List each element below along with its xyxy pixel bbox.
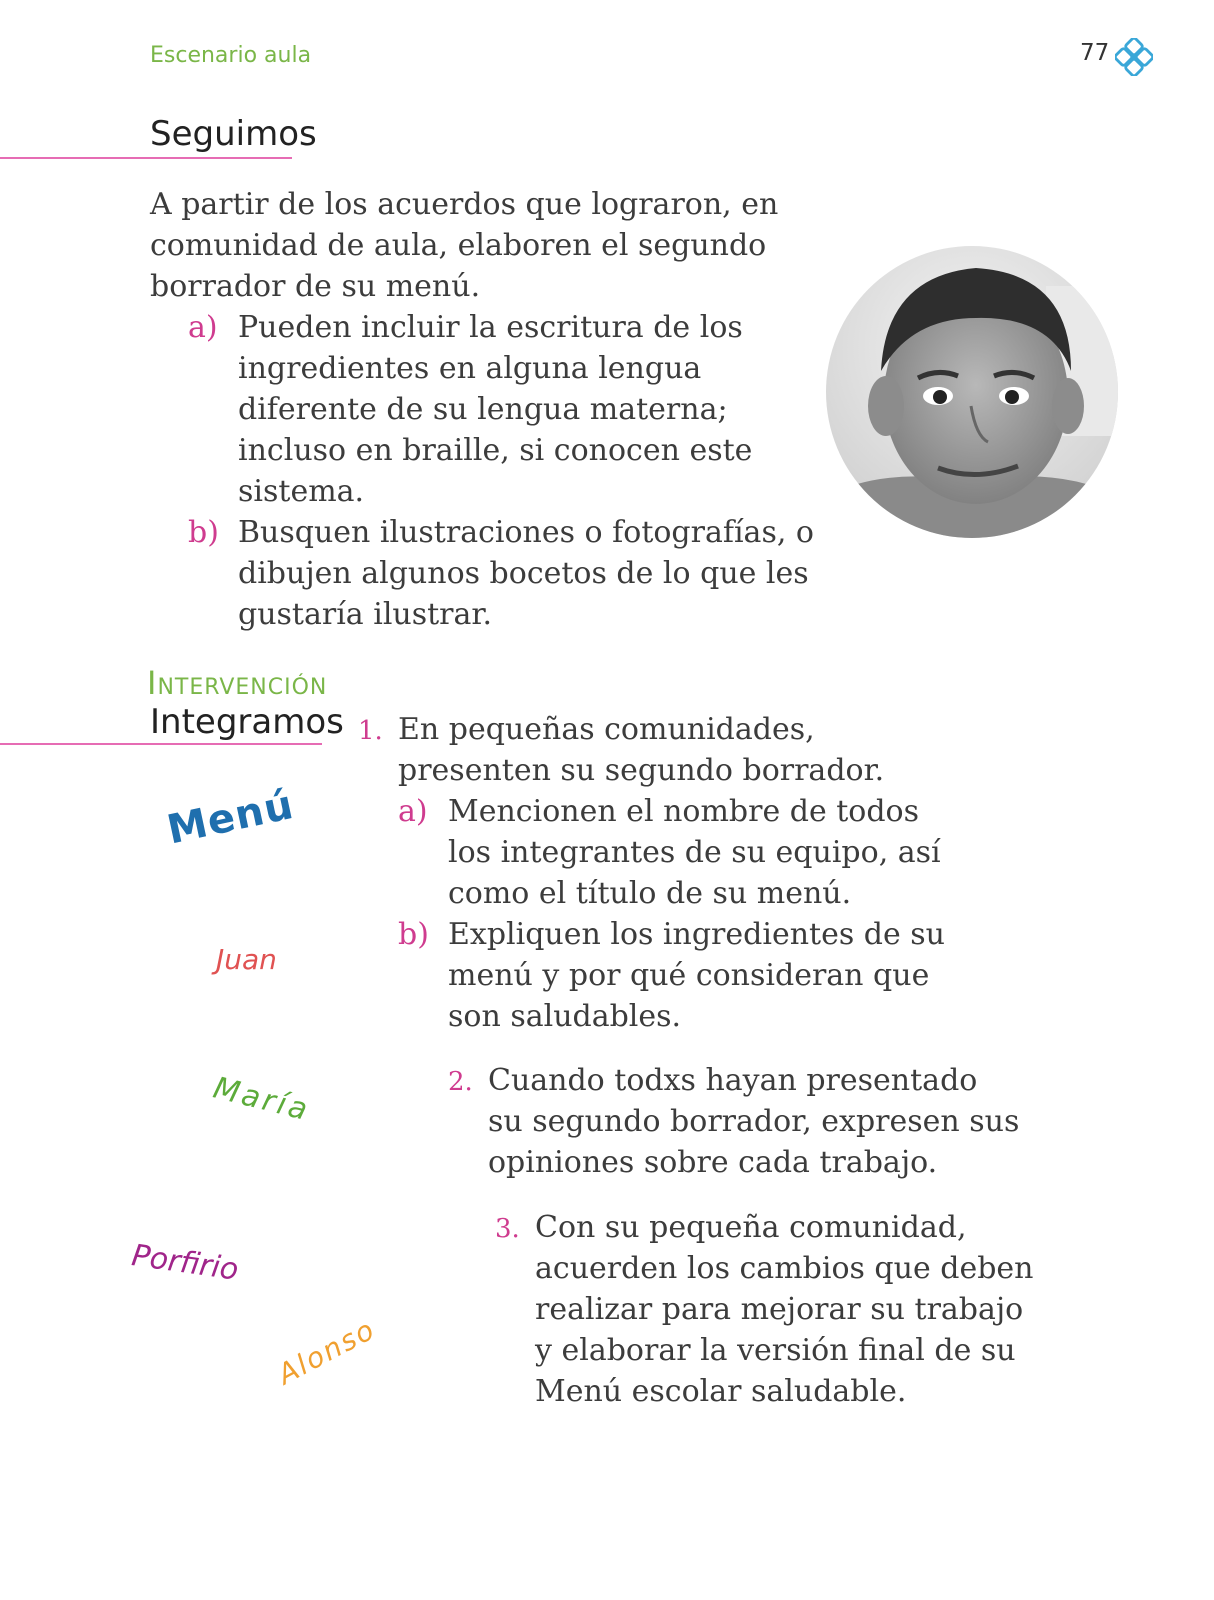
step-3 [495, 1207, 1055, 1412]
list-item [398, 791, 978, 914]
list-item-text [448, 791, 941, 914]
section-rule [0, 743, 322, 745]
four-petal-knot-icon [1115, 38, 1153, 76]
list-marker: b) [188, 515, 219, 550]
text-line: incluso en braille, si conocen este [238, 433, 753, 468]
menu-word: Menú [163, 781, 298, 854]
list-item [495, 1207, 1055, 1412]
list-item-text [448, 914, 945, 1037]
name-maria: María [209, 1070, 314, 1129]
page-number: 77 [1080, 40, 1110, 66]
text-line: diferente de su lengua materna; [238, 392, 728, 427]
list-marker: b) [398, 917, 429, 952]
list-marker: 3. [495, 1214, 520, 1244]
list-item [188, 512, 828, 635]
list-item-text [238, 512, 814, 635]
student-photo [826, 246, 1118, 538]
text-line: Pueden incluir la escritura de los [238, 310, 743, 345]
section-label-intervencion: Intervención [147, 664, 328, 702]
text-line: Expliquen los ingredientes de su [448, 917, 945, 952]
list-item [358, 709, 958, 791]
list-item-text [398, 709, 884, 791]
text-line: acuerden los cambios que deben [535, 1251, 1034, 1286]
text-line: opiniones sobre cada trabajo. [488, 1145, 938, 1180]
list-marker: a) [188, 310, 218, 345]
text-line: realizar para mejorar su trabajo [535, 1292, 1024, 1327]
list-marker: 1. [358, 716, 383, 746]
text-line: A partir de los acuerdos que lograron, en [150, 187, 779, 222]
text-line: comunidad de aula, elaboren el segundo [150, 228, 767, 263]
text-line: menú y por qué consideran que [448, 958, 930, 993]
text-line: Con su pequeña comunidad, [535, 1210, 967, 1245]
text-line: como el título de su menú. [448, 876, 852, 911]
seguimos-list [188, 307, 828, 635]
text-line: ingredientes en alguna lengua [238, 351, 702, 386]
text-line: borrador de su menú. [150, 269, 481, 304]
running-head: Escenario aula [150, 43, 312, 68]
text-line: gustaría ilustrar. [238, 597, 492, 632]
text-line: su segundo borrador, expresen sus [488, 1104, 1020, 1139]
step-1 [358, 709, 958, 791]
name-alonso: Alonso [272, 1312, 381, 1392]
list-item [398, 914, 978, 1037]
section-title-integramos: Integramos [150, 702, 344, 742]
list-marker: a) [398, 794, 428, 829]
section-title-seguimos: Seguimos [150, 114, 317, 154]
step-1-sublist [398, 791, 978, 1037]
text-line: sistema. [238, 474, 365, 509]
text-line: Menú escolar saludable. [535, 1374, 907, 1409]
text-line: Mencionen el nombre de todos [448, 794, 920, 829]
text-line: dibujen algunos bocetos de lo que les [238, 556, 809, 591]
text-line: presenten su segundo borrador. [398, 753, 885, 788]
text-line: los integrantes de su equipo, así [448, 835, 941, 870]
name-juan: Juan [216, 943, 277, 976]
text-line: son saludables. [448, 999, 682, 1034]
section-rule [0, 157, 292, 159]
text-line: Busquen ilustraciones o fotografías, o [238, 515, 814, 550]
text-line: y elaborar la versión final de su [535, 1333, 1016, 1368]
name-porfirio: Porfirio [129, 1238, 241, 1288]
text-line: Cuando todxs hayan presentado [488, 1063, 978, 1098]
list-item [188, 307, 828, 512]
list-item-text [238, 307, 752, 512]
list-marker: 2. [448, 1067, 473, 1097]
step-2 [448, 1060, 1048, 1183]
text-line: En pequeñas comunidades, [398, 712, 815, 747]
list-item [448, 1060, 1048, 1183]
seguimos-intro [150, 184, 810, 307]
list-item-text [488, 1060, 1019, 1183]
list-item-text [535, 1207, 1034, 1412]
